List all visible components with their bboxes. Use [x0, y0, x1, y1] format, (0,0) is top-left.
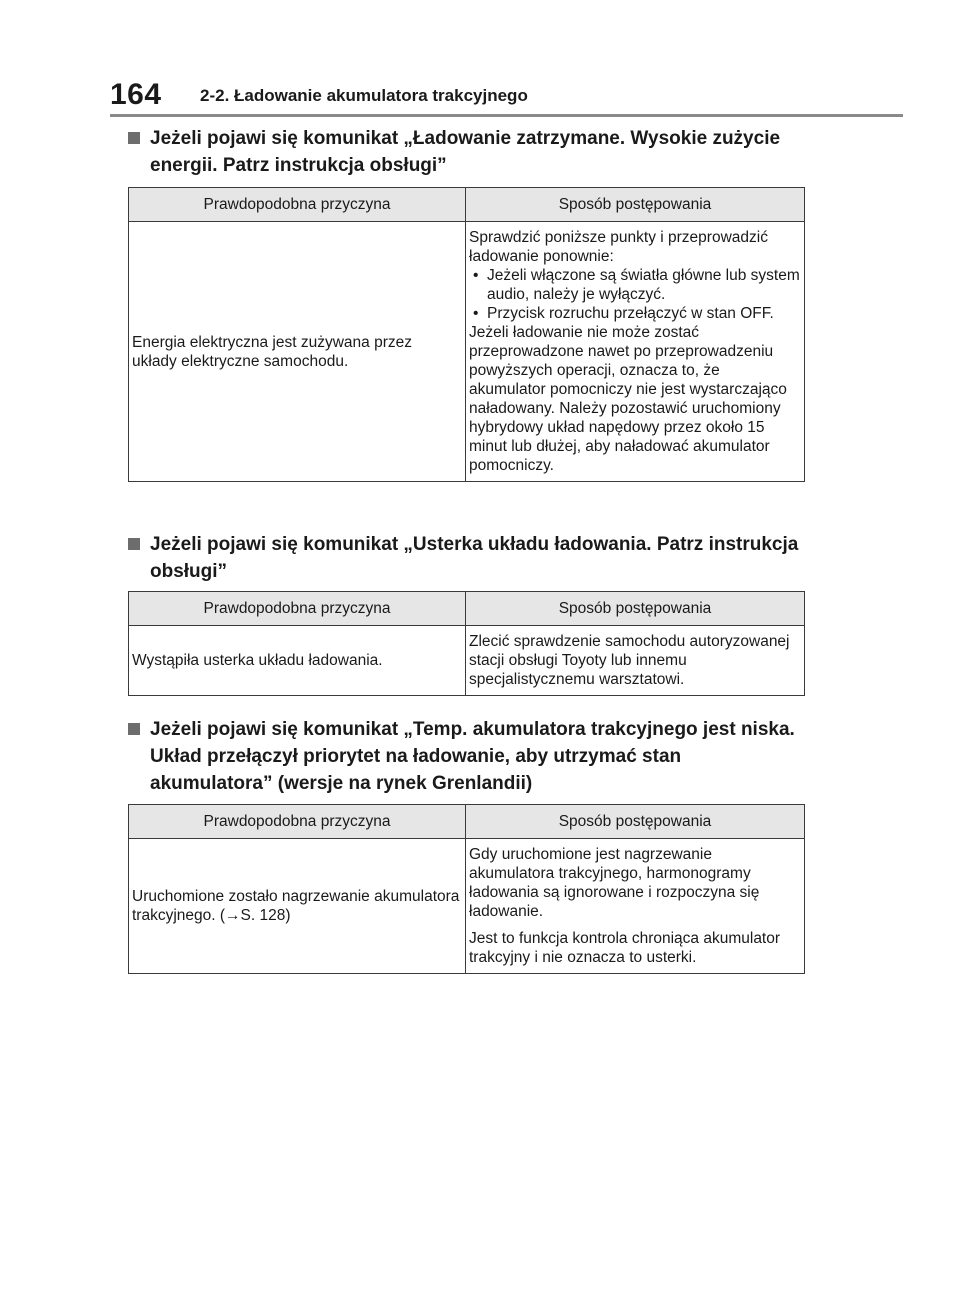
action-cell: Zlecić sprawdzenie samochodu autoryzowanej stacji obsługi Toyoty lub innemu specjalistycznemu warsztatowi. [466, 626, 805, 696]
list-item: • Przycisk rozruchu przełączyć w stan OFF. [469, 304, 800, 323]
action-bullet-list [469, 266, 800, 323]
table-header-row [129, 188, 805, 222]
square-bullet-icon [128, 132, 140, 144]
action-note: Jeżeli ładowanie nie może zostać przeprowadzone nawet po przeprowadzeniu powyższych operacji, oznacza to, że akumulator pomocniczy nie jest wystarczająco naładowany. Należy pozostawić uruchomiony hybrydowy układ napędowy przez około 15 minut lub dłużej, aby naładować akumulator pomocniczy. [469, 324, 787, 474]
action-paragraph-1: Gdy uruchomione jest nagrzewanie akumulatora trakcyjnego, harmonogramy ładowania są ignorowane i rozpoczyna się ładowanie. [469, 846, 760, 920]
header-divider [110, 114, 903, 117]
table-row [129, 222, 805, 482]
table-header-row [129, 592, 805, 626]
col-header-action: Sposób postępowania [466, 592, 805, 626]
table-header-row [129, 805, 805, 839]
cause-cell: Wystąpiła usterka układu ładowania. [129, 626, 466, 696]
page-number: 164 [110, 78, 162, 111]
table-row [129, 839, 805, 974]
square-bullet-icon [128, 538, 140, 550]
info-table-2 [128, 591, 805, 696]
info-table-3 [128, 804, 805, 974]
col-header-cause: Prawdopodobna przyczyna [129, 592, 466, 626]
section-heading-1: Jeżeli pojawi się komunikat „Ładowanie zatrzymane. Wysokie zużycie energii. Patrz instrukcja obsługi” [128, 125, 808, 179]
action-cell [466, 839, 805, 974]
info-table-1 [128, 187, 805, 482]
action-cell [466, 222, 805, 482]
table-row [129, 626, 805, 696]
col-header-action: Sposób postępowania [466, 188, 805, 222]
action-intro: Sprawdzić poniższe punkty i przeprowadzić ładowanie ponownie: [469, 229, 768, 265]
cause-cell: Energia elektryczna jest zużywana przez układy elektryczne samochodu. [129, 222, 466, 482]
cause-cell: Uruchomione zostało nagrzewanie akumulatora trakcyjnego. (→S. 128) [129, 839, 466, 974]
col-header-action: Sposób postępowania [466, 805, 805, 839]
col-header-cause: Prawdopodobna przyczyna [129, 188, 466, 222]
square-bullet-icon [128, 723, 140, 735]
action-paragraph-2: Jest to funkcja kontrola chroniąca akumulator trakcyjny i nie oznacza to usterki. [469, 930, 781, 966]
col-header-cause: Prawdopodobna przyczyna [129, 805, 466, 839]
section-heading-3: Jeżeli pojawi się komunikat „Temp. akumulatora trakcyjnego jest niska. Układ przełączył priorytet na ładowanie, aby utrzymać stan akumulatora” (wersje na rynek Grenlandii) [128, 716, 808, 797]
section-heading-2: Jeżeli pojawi się komunikat „Usterka układu ładowania. Patrz instrukcja obsługi” [128, 531, 808, 585]
list-item: • Jeżeli włączone są światła główne lub system audio, należy je wyłączyć. [469, 266, 800, 304]
section-title: 2-2. Ładowanie akumulatora trakcyjnego [200, 86, 528, 105]
